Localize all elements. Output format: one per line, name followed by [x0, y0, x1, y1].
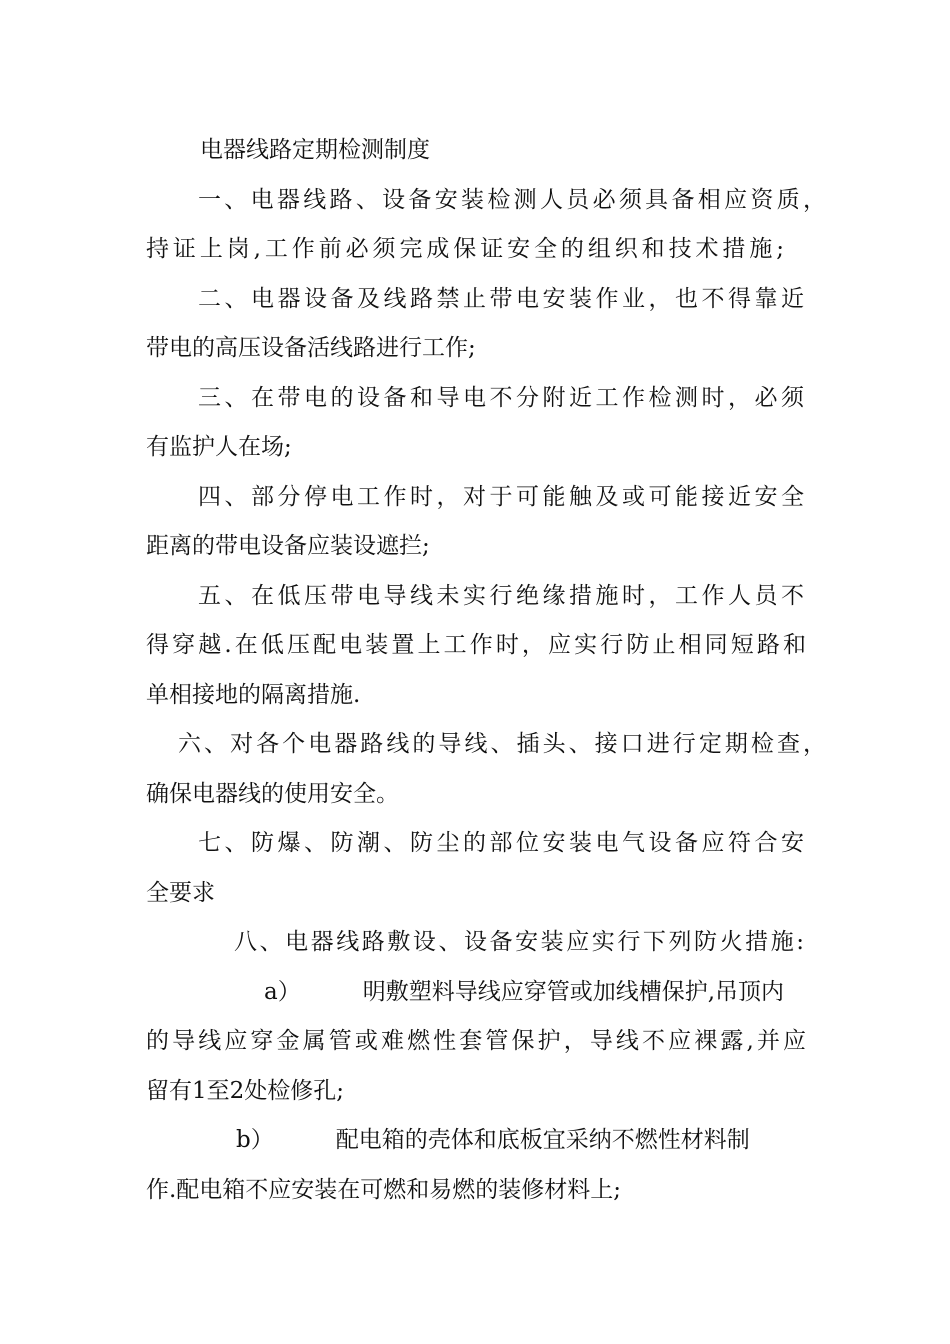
item-7-line-1: 七、防爆、防潮、防尘的部位安装电气设备应符合安: [198, 830, 804, 856]
item-6-line-2: 确保电器线的使用安全。: [146, 781, 399, 807]
item-b-label: b）: [236, 1127, 274, 1153]
item-a-line-2: 的导线应穿金属管或难燃性套管保护，导线不应裸露,并应: [146, 1028, 806, 1054]
item-a-label: a）: [264, 979, 301, 1005]
item-1-line-2: 持证上岗,工作前必须完成保证安全的组织和技术措施;: [146, 236, 784, 262]
item-2-line-1: 二、电器设备及线路禁止带电安装作业，也不得靠近: [198, 286, 804, 312]
item-5-line-3: 单相接地的隔离措施.: [146, 682, 361, 708]
item-5-line-1: 五、在低压带电导线未实行绝缘措施时，工作人员不: [198, 583, 804, 609]
item-a-line-3: 留有1至2处检修孔;: [146, 1078, 345, 1104]
item-2-line-2: 带电的高压设备活线路进行工作;: [146, 335, 476, 361]
item-b-first-text: 配电箱的壳体和底板宜采纳不燃性材料制: [335, 1127, 750, 1153]
item-3-line-2: 有监护人在场;: [146, 434, 292, 460]
item-a-first-text: 明敷塑料导线应穿管或加线槽保护,吊顶内: [362, 979, 785, 1005]
item-1-line-1: 一、电器线路、设备安装检测人员必须具备相应资质，: [198, 187, 826, 213]
item-b-line-1: [236, 1124, 804, 1156]
item-3-line-1: 三、在带电的设备和导电不分附近工作检测时，必须: [198, 385, 804, 411]
item-7-line-2: 全要求: [146, 880, 215, 906]
item-5-line-2: 得穿越.在低压配电装置上工作时，应实行防止相同短路和: [146, 632, 806, 658]
item-4-line-1: 四、部分停电工作时，对于可能触及或可能接近安全: [198, 484, 804, 510]
item-8-line-1: 八、电器线路敷设、设备安装应实行下列防火措施:: [234, 929, 804, 955]
item-4-line-2: 距离的带电设备应装设遮拦;: [146, 533, 430, 559]
document-title: 电器线路定期检测制度: [200, 137, 430, 163]
item-6-line-1: 六、对各个电器路线的导线、插头、接口进行定期检查，: [178, 731, 826, 757]
item-b-line-2: 作.配电箱不应安装在可燃和易燃的装修材料上;: [146, 1177, 622, 1203]
item-a-line-1: [264, 976, 804, 1008]
